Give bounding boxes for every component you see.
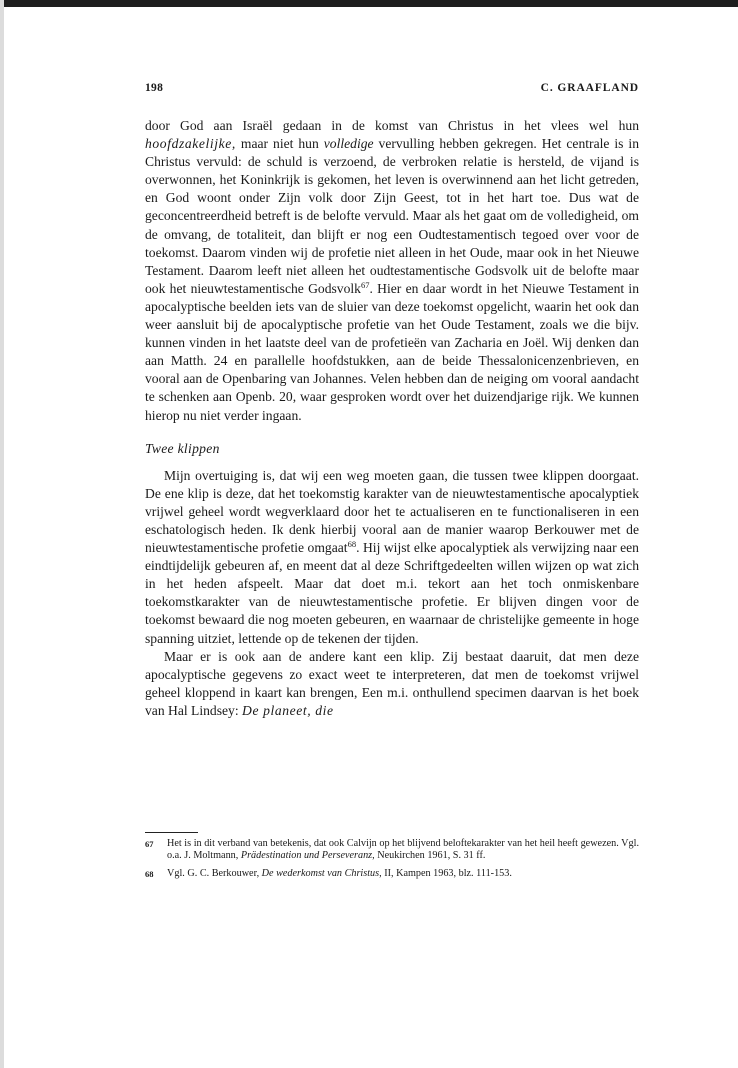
emphasis-volledige: volledige [323, 136, 374, 152]
paragraph-1-text-d: . Hier en daar wordt in het Nieuwe Testament in apocalyptische beelden iets van de sluier van deze toekomst opgelicht, waarin het ook dan weer aansluit bij de apocalyptische profetie van het Oude Testament, zoals we die bijv. kunnen vinden in het laatste deel van de profetieën van Zacharia en Joël. Wij denken dan aan Matth. 24 en parallelle hoofdstukken, aan de beide Thessalonicenzenbrieven, en vooral aan de Openbaring van Johannes. Velen hebben dan de neiging om vooral aandacht te schenken aan Openb. 20, waar gesproken wordt over het duizendjarige rijk. We kunnen hierop nu niet verder ingaan. [145, 280, 640, 423]
page-number: 198 [145, 82, 164, 94]
body-text [145, 117, 639, 720]
footnote-number: 68 [145, 868, 154, 879]
running-head: C. GRAAFLAND [540, 82, 639, 94]
footnote-title: De wederkomst van Christus, [261, 867, 382, 879]
emphasis-hoofdzakelijke: hoofdzakelijke, [145, 136, 236, 152]
paragraph-1 [145, 117, 639, 425]
footnote-ref-68[interactable]: 68 [347, 539, 357, 550]
paragraph-1-text-b: maar niet hun [235, 136, 324, 152]
paragraph-3 [145, 648, 639, 720]
paragraph-1-text-c: vervulling hebben gekregen. Het centrale is in Christus vervuld: de schuld is verzoend, de verbroken relatie is hersteld, de vijand is overwonnen, het Koninkrijk is gekomen, het leven is overwinnend aan het licht getreden, en God woont onder Zijn volk door Zijn Geest, tot in het hart toe. Dus wat de geconcentreerdheid betreft is de belofte vervuld. Maar als het gaat om de volledigheid, om de omvang, de totaliteit, dan blijft er nog een Oudtestamentisch tegoed over voor de toekomst. Daarom vinden wij de profetie niet alleen in het Oude, maar ook in het Nieuwe Testament. Daarom leeft niet alleen het oudtestamentische Godsvolk uit de belofte maar ook het nieuwtestamentische Godsvolk [145, 136, 639, 296]
paragraph-3-text: Maar er is ook aan de andere kant een klip. Zij bestaat daaruit, dat men deze apocalyptische gegevens zo exact weet te interpreteren, dat men de toekomst vrijwel geheel kloppend in kaart kan brengen, Een m.i. onthullend specimen daarvan is het boek van Hal Lindsey: [145, 648, 639, 718]
paragraph-2-text-b: . Hij wijst elke apocalyptiek als verwijzing naar een eindtijdelijk gebeuren af, en meent dat al deze Schriftgedeelten willen wijzen op wat zich in het heden afspeelt. Maar dat doet m.i. tekort aan het toch onmiskenbare toekomstkarakter van de nieuwtestamentische profetie. Er blijven dingen voor de toekomst bewaard die nog moeten gebeuren, en waarnaar de christelijke gemeente in hoge spanning uitziet, lettende op de tekenen der tijden. [145, 540, 639, 646]
footnote-text: Neukirchen 1961, S. 31 ff. [374, 850, 486, 862]
footnote-title: Prädestination und Perseveranz, [240, 850, 375, 862]
footnote-number: 67 [145, 839, 154, 849]
footnote-rule [145, 832, 198, 833]
paragraph-1-text-a: door God aan Israël gedaan in de komst van Christus in het vlees wel hun [145, 118, 639, 133]
footnotes [145, 832, 639, 885]
scan-border-left [0, 0, 4, 1068]
paragraph-2 [145, 467, 639, 648]
footnote-text: II, Kampen 1963, blz. 111-153. [381, 867, 512, 879]
footnote-67 [145, 838, 639, 863]
footnote-ref-67[interactable]: 67 [360, 279, 370, 290]
footnote-68 [145, 868, 639, 880]
emphasis-book-title: De planeet, die [242, 702, 334, 718]
footnote-text: Vgl. G. C. Berkouwer, [167, 867, 262, 879]
footnote-text: Het is in dit verband van betekenis, dat ook Calvijn op het blijvend beloftekarakter van het heil heeft gewezen. Vgl. o.a. J. Moltmann, [167, 838, 639, 862]
section-heading: Twee klippen [145, 440, 220, 456]
paragraph-2-text-a: Mijn overtuiging is, dat wij een weg moeten gaan, die tussen twee klippen doorgaat. De ene klip is deze, dat het toekomstig karakter van de nieuwtestamentische apocalyptiek vrijwel geheel wordt wegverklaard door het te actualiseren en te functionaliseren in een eschatologisch heden. Ik denk hierbij vooral aan de manier waarop Berkouwer met de nieuwtestamentische profetie omgaat [145, 467, 639, 556]
scan-border-top [0, 0, 738, 7]
